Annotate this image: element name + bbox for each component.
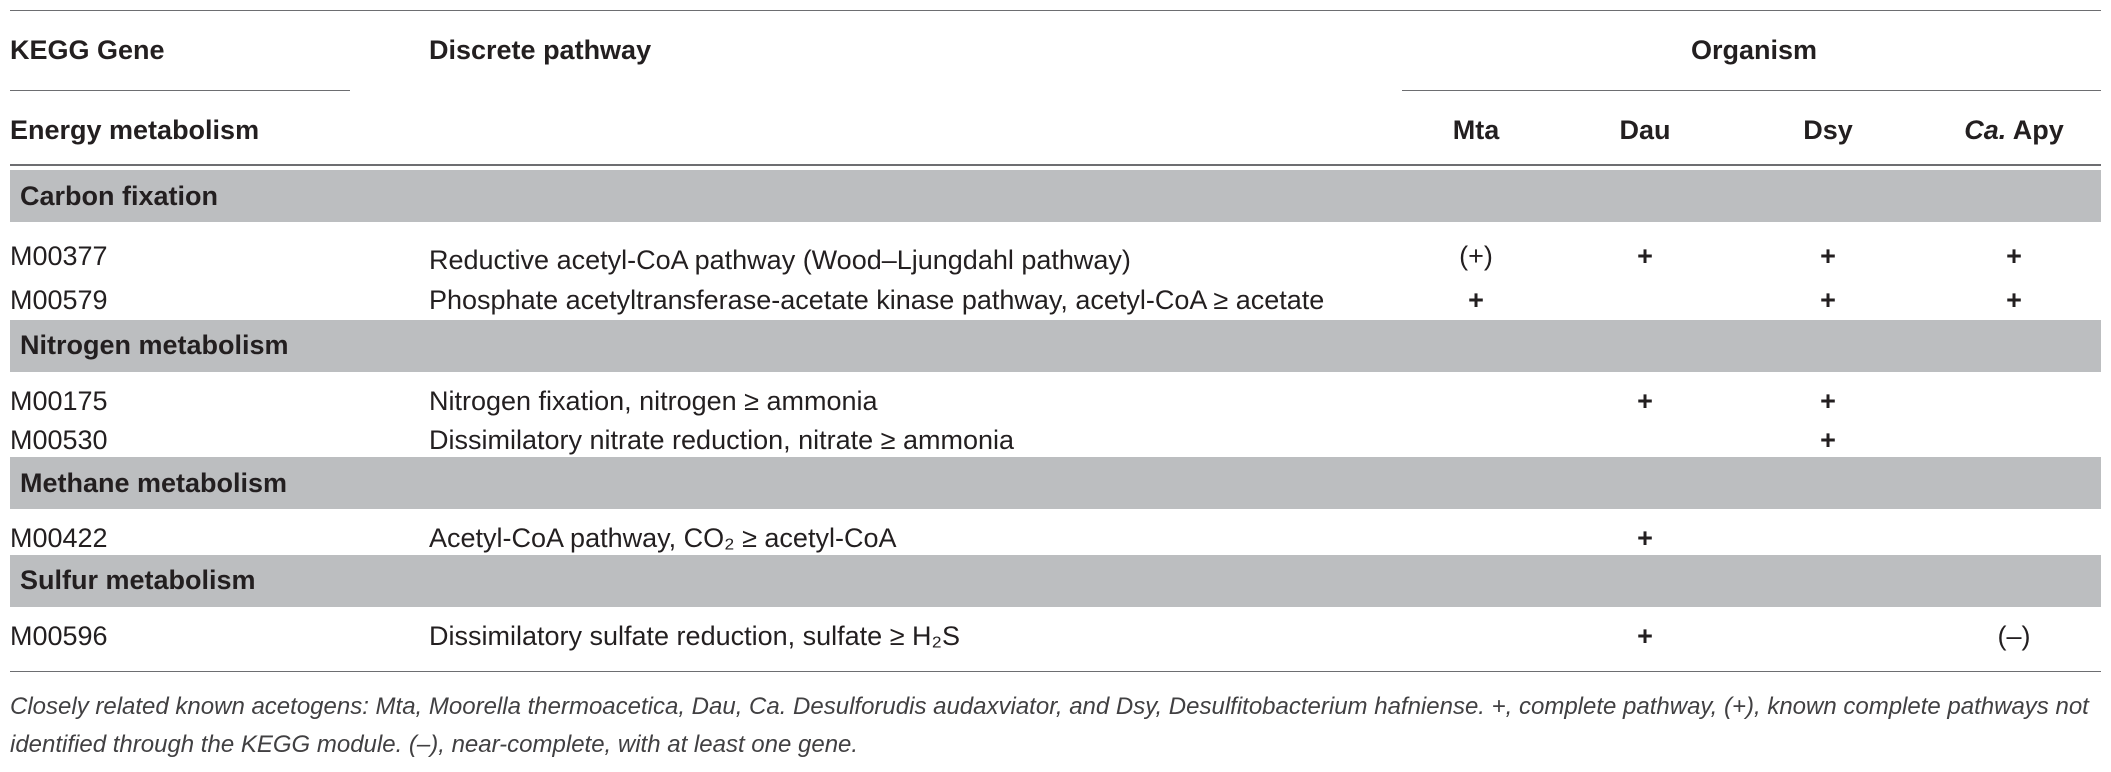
kegg-code: M00579 xyxy=(10,285,108,315)
table-row xyxy=(0,518,2111,558)
cell-dau: + xyxy=(1637,241,1653,271)
table-row xyxy=(0,616,2111,656)
header-energy-metabolism: Energy metabolism xyxy=(10,115,260,145)
ca-abbrev: Ca. xyxy=(1964,115,2007,145)
kegg-code: M00530 xyxy=(10,425,108,455)
cell-mta: (+) xyxy=(1459,241,1493,271)
kegg-code: M00596 xyxy=(10,621,108,651)
column-header-dsy: Dsy xyxy=(1803,115,1853,145)
section-band-nitrogen-metabolism xyxy=(10,320,2101,372)
organism-subrule xyxy=(1402,90,2101,91)
table-footnote: Closely related known acetogens: Mta, Moorella thermoacetica, Dau, Ca. Desulforudis audaxviator, and Dsy, Desulfitobacterium hafniense. +, complete pathway, (+), known complete pathways not identified through the KEGG module. (–), near-complete, with at least one gene. xyxy=(10,693,2089,758)
cell-dau: + xyxy=(1637,621,1653,651)
table-row xyxy=(0,420,2111,460)
pathway-description: Dissimilatory nitrate reduction, nitrate ≥ ammonia xyxy=(429,425,1015,455)
section-label: Carbon fixation xyxy=(20,181,219,211)
header-kegg-gene: KEGG Gene xyxy=(10,35,165,65)
cell-ca-apy: (–) xyxy=(1997,621,2031,651)
section-band-carbon-fixation xyxy=(10,170,2101,222)
pathway-description: Nitrogen fixation, nitrogen ≥ ammonia xyxy=(429,386,878,416)
cell-dsy: + xyxy=(1820,285,1836,315)
table-row xyxy=(0,381,2111,421)
section-band-methane-metabolism xyxy=(10,457,2101,509)
kegg-code: M00377 xyxy=(10,241,108,271)
cell-ca-apy: + xyxy=(2006,285,2022,315)
section-band-sulfur-metabolism xyxy=(10,555,2101,607)
pathway-description: Acetyl-CoA pathway, CO₂ ≥ acetyl-CoA xyxy=(429,523,897,553)
section-label: Sulfur metabolism xyxy=(20,565,256,595)
pathway-description: Reductive acetyl-CoA pathway (Wood–Ljungdahl pathway) xyxy=(429,245,1131,275)
table-row xyxy=(0,280,2111,320)
cell-dau: + xyxy=(1637,523,1653,553)
column-header-mta: Mta xyxy=(1452,115,1500,145)
kegg-code: M00422 xyxy=(10,523,108,553)
column-header-ca-apy xyxy=(1954,114,2074,146)
table-row xyxy=(0,236,2111,276)
cell-dsy: + xyxy=(1820,241,1836,271)
cell-dsy: + xyxy=(1820,425,1836,455)
cell-mta: + xyxy=(1468,285,1484,315)
section-label: Methane metabolism xyxy=(20,468,288,498)
pathway-description: Dissimilatory sulfate reduction, sulfate ≥ H₂S xyxy=(429,621,960,651)
apy-abbrev: Apy xyxy=(2006,115,2064,145)
cell-dsy: + xyxy=(1820,386,1836,416)
kegg-gene-subrule xyxy=(10,90,350,91)
header-discrete-pathway: Discrete pathway xyxy=(429,35,652,65)
pathway-description: Phosphate acetyltransferase-acetate kinase pathway, acetyl-CoA ≥ acetate xyxy=(429,285,1325,315)
cell-ca-apy: + xyxy=(2006,241,2022,271)
cell-dau: + xyxy=(1637,386,1653,416)
column-header-dau: Dau xyxy=(1619,115,1671,145)
bottom-rule xyxy=(10,671,2101,672)
header-organism: Organism xyxy=(1691,35,1818,65)
header-rule xyxy=(10,164,2101,166)
top-rule xyxy=(10,10,2101,11)
section-label: Nitrogen metabolism xyxy=(20,330,289,360)
kegg-code: M00175 xyxy=(10,386,108,416)
